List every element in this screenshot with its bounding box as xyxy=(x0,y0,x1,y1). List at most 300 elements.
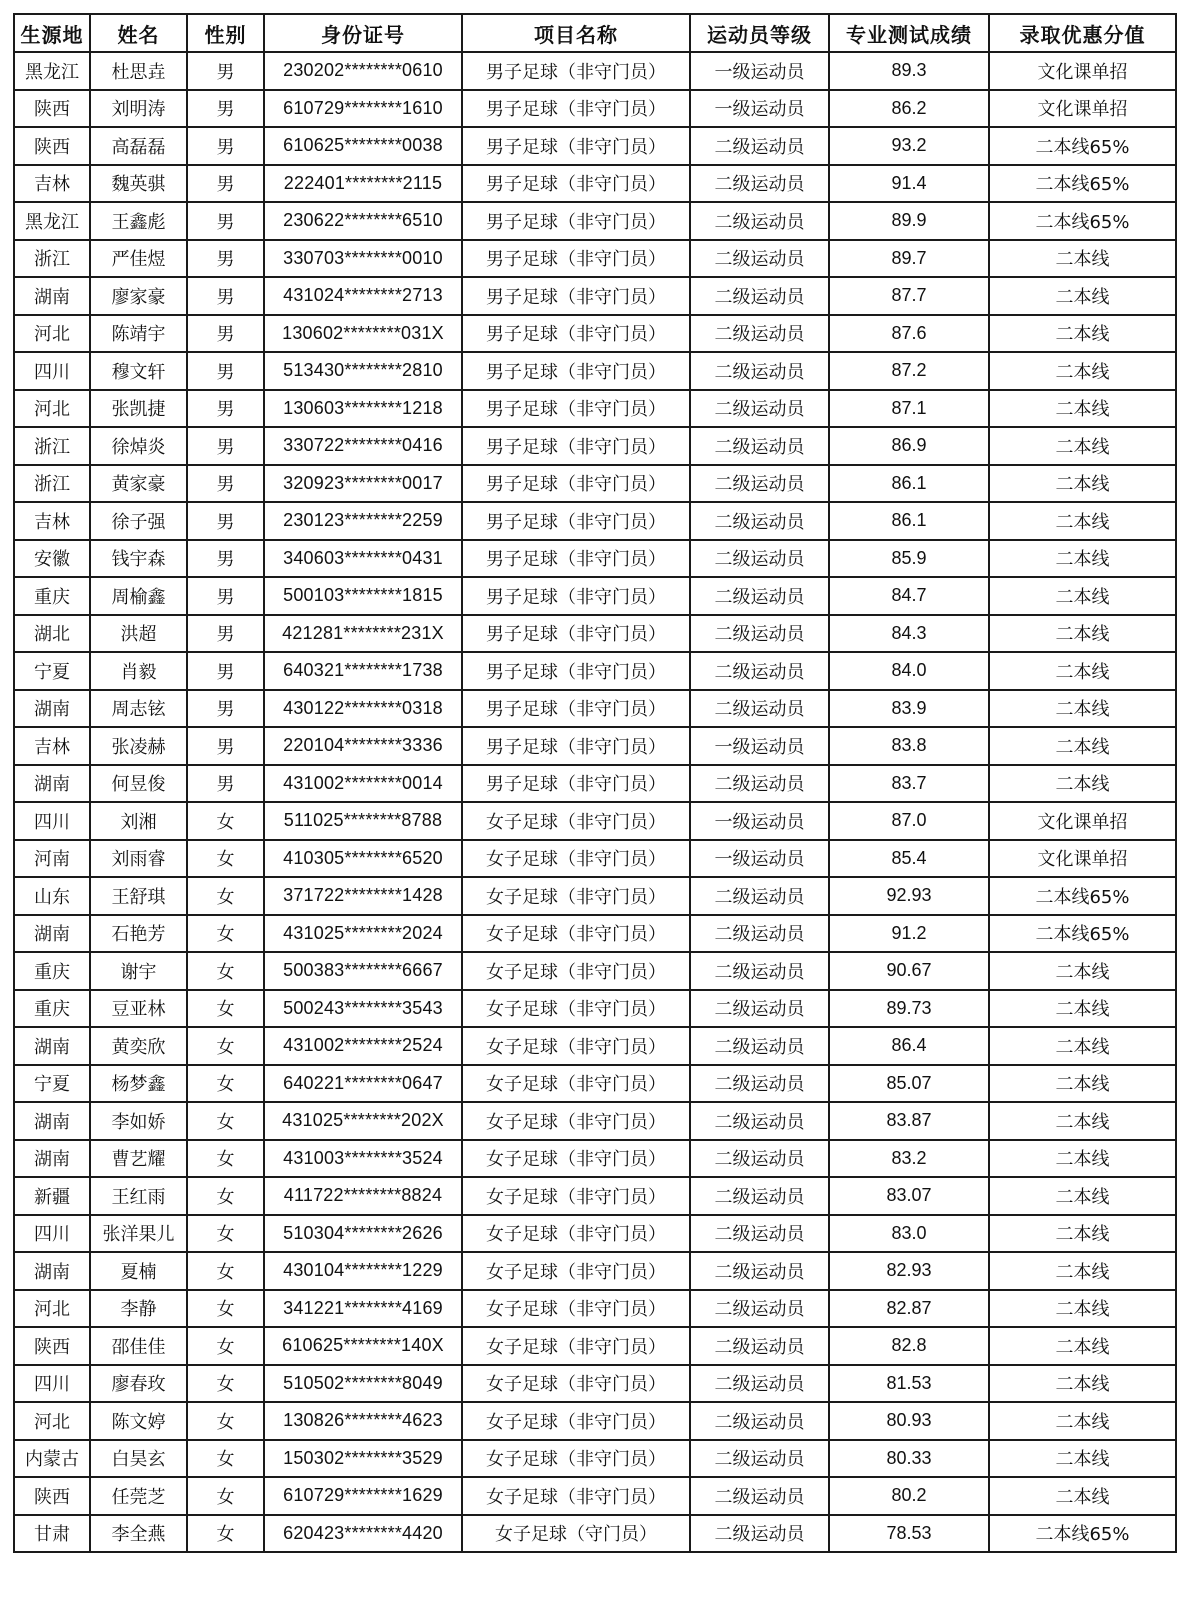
cell-athlete-level: 二级运动员 xyxy=(690,1252,829,1290)
cell-test-score: 87.0 xyxy=(829,802,989,840)
cell-test-score: 85.07 xyxy=(829,1065,989,1103)
cell-event: 女子足球（非守门员） xyxy=(462,877,690,915)
cell-event: 女子足球（非守门员） xyxy=(462,840,690,878)
cell-event: 男子足球（非守门员） xyxy=(462,52,690,90)
table-header xyxy=(14,14,1176,52)
cell-id-number: 513430********2810 xyxy=(264,352,462,390)
cell-event: 女子足球（非守门员） xyxy=(462,1477,690,1515)
cell-id-number: 430122********0318 xyxy=(264,690,462,728)
cell-test-score: 80.2 xyxy=(829,1477,989,1515)
cell-event: 男子足球（非守门员） xyxy=(462,202,690,240)
cell-athlete-level: 二级运动员 xyxy=(690,1477,829,1515)
cell-name: 李如娇 xyxy=(90,1102,187,1140)
cell-test-score: 85.9 xyxy=(829,540,989,578)
cell-origin: 湖南 xyxy=(14,1102,90,1140)
cell-admission-bonus: 二本线65% xyxy=(989,877,1176,915)
cell-name: 黄奕欣 xyxy=(90,1027,187,1065)
cell-name: 周志铉 xyxy=(90,690,187,728)
cell-athlete-level: 二级运动员 xyxy=(690,1065,829,1103)
cell-name: 夏楠 xyxy=(90,1252,187,1290)
cell-gender: 男 xyxy=(187,90,264,128)
cell-name: 白昊玄 xyxy=(90,1440,187,1478)
cell-admission-bonus: 二本线 xyxy=(989,1440,1176,1478)
cell-athlete-level: 二级运动员 xyxy=(690,1365,829,1403)
cell-admission-bonus: 二本线 xyxy=(989,1477,1176,1515)
cell-origin: 四川 xyxy=(14,1215,90,1253)
cell-origin: 安徽 xyxy=(14,540,90,578)
cell-admission-bonus: 二本线 xyxy=(989,390,1176,428)
cell-event: 女子足球（非守门员） xyxy=(462,1102,690,1140)
cell-event: 女子足球（非守门员） xyxy=(462,1327,690,1365)
cell-id-number: 230202********0610 xyxy=(264,52,462,90)
cell-origin: 四川 xyxy=(14,1365,90,1403)
cell-event: 男子足球（非守门员） xyxy=(462,652,690,690)
cell-gender: 女 xyxy=(187,802,264,840)
cell-name: 黄家豪 xyxy=(90,465,187,503)
cell-event: 女子足球（非守门员） xyxy=(462,1027,690,1065)
cell-origin: 四川 xyxy=(14,352,90,390)
cell-athlete-level: 二级运动员 xyxy=(690,127,829,165)
cell-athlete-level: 二级运动员 xyxy=(690,952,829,990)
cell-admission-bonus: 二本线 xyxy=(989,765,1176,803)
cell-admission-bonus: 二本线 xyxy=(989,615,1176,653)
cell-test-score: 87.7 xyxy=(829,277,989,315)
cell-event: 男子足球（非守门员） xyxy=(462,390,690,428)
admission-list-sheet xyxy=(13,13,1175,1553)
table-row xyxy=(14,577,1176,615)
cell-test-score: 89.9 xyxy=(829,202,989,240)
admission-table xyxy=(13,13,1177,1553)
cell-id-number: 431002********2524 xyxy=(264,1027,462,1065)
cell-origin: 浙江 xyxy=(14,465,90,503)
cell-test-score: 82.93 xyxy=(829,1252,989,1290)
table-row xyxy=(14,502,1176,540)
cell-gender: 男 xyxy=(187,352,264,390)
table-row xyxy=(14,240,1176,278)
cell-gender: 女 xyxy=(187,1252,264,1290)
cell-name: 李静 xyxy=(90,1290,187,1328)
cell-name: 洪超 xyxy=(90,615,187,653)
cell-athlete-level: 二级运动员 xyxy=(690,652,829,690)
cell-origin: 陕西 xyxy=(14,1477,90,1515)
cell-event: 女子足球（非守门员） xyxy=(462,1252,690,1290)
cell-gender: 女 xyxy=(187,1327,264,1365)
cell-event: 女子足球（非守门员） xyxy=(462,1215,690,1253)
cell-origin: 黑龙江 xyxy=(14,202,90,240)
cell-admission-bonus: 二本线65% xyxy=(989,127,1176,165)
cell-event: 男子足球（非守门员） xyxy=(462,727,690,765)
cell-athlete-level: 二级运动员 xyxy=(690,1140,829,1178)
cell-event: 女子足球（非守门员） xyxy=(462,952,690,990)
cell-origin: 湖南 xyxy=(14,690,90,728)
cell-origin: 重庆 xyxy=(14,952,90,990)
header-admission-bonus: 录取优惠分值 xyxy=(989,14,1176,52)
cell-gender: 男 xyxy=(187,240,264,278)
cell-athlete-level: 二级运动员 xyxy=(690,577,829,615)
cell-admission-bonus: 二本线 xyxy=(989,690,1176,728)
cell-event: 女子足球（守门员） xyxy=(462,1515,690,1553)
cell-name: 刘湘 xyxy=(90,802,187,840)
cell-test-score: 78.53 xyxy=(829,1515,989,1553)
cell-event: 女子足球（非守门员） xyxy=(462,1365,690,1403)
cell-origin: 山东 xyxy=(14,877,90,915)
cell-test-score: 80.93 xyxy=(829,1402,989,1440)
table-row xyxy=(14,427,1176,465)
cell-name: 邵佳佳 xyxy=(90,1327,187,1365)
cell-gender: 男 xyxy=(187,277,264,315)
cell-test-score: 86.1 xyxy=(829,502,989,540)
cell-origin: 浙江 xyxy=(14,427,90,465)
cell-gender: 男 xyxy=(187,465,264,503)
cell-gender: 女 xyxy=(187,1065,264,1103)
cell-gender: 女 xyxy=(187,840,264,878)
cell-test-score: 86.1 xyxy=(829,465,989,503)
table-row xyxy=(14,1027,1176,1065)
cell-event: 男子足球（非守门员） xyxy=(462,577,690,615)
cell-origin: 吉林 xyxy=(14,165,90,203)
cell-admission-bonus: 二本线 xyxy=(989,1027,1176,1065)
table-row xyxy=(14,652,1176,690)
cell-id-number: 500103********1815 xyxy=(264,577,462,615)
cell-id-number: 150302********3529 xyxy=(264,1440,462,1478)
cell-name: 徐焯炎 xyxy=(90,427,187,465)
cell-athlete-level: 二级运动员 xyxy=(690,540,829,578)
cell-name: 曹艺耀 xyxy=(90,1140,187,1178)
cell-origin: 陕西 xyxy=(14,127,90,165)
cell-origin: 湖南 xyxy=(14,765,90,803)
header-event: 项目名称 xyxy=(462,14,690,52)
cell-athlete-level: 二级运动员 xyxy=(690,1290,829,1328)
cell-gender: 男 xyxy=(187,390,264,428)
header-test-score: 专业测试成绩 xyxy=(829,14,989,52)
table-row xyxy=(14,1440,1176,1478)
cell-athlete-level: 一级运动员 xyxy=(690,802,829,840)
cell-gender: 女 xyxy=(187,1102,264,1140)
cell-gender: 男 xyxy=(187,765,264,803)
cell-gender: 男 xyxy=(187,615,264,653)
cell-athlete-level: 二级运动员 xyxy=(690,427,829,465)
cell-id-number: 431025********2024 xyxy=(264,915,462,953)
table-row xyxy=(14,52,1176,90)
cell-id-number: 330722********0416 xyxy=(264,427,462,465)
cell-athlete-level: 二级运动员 xyxy=(690,1177,829,1215)
cell-gender: 男 xyxy=(187,315,264,353)
cell-athlete-level: 二级运动员 xyxy=(690,1515,829,1553)
cell-origin: 黑龙江 xyxy=(14,52,90,90)
cell-admission-bonus: 二本线 xyxy=(989,1140,1176,1178)
header-gender: 性别 xyxy=(187,14,264,52)
cell-admission-bonus: 二本线 xyxy=(989,540,1176,578)
cell-test-score: 82.87 xyxy=(829,1290,989,1328)
cell-origin: 湖南 xyxy=(14,1252,90,1290)
cell-admission-bonus: 文化课单招 xyxy=(989,90,1176,128)
cell-test-score: 83.07 xyxy=(829,1177,989,1215)
cell-admission-bonus: 二本线 xyxy=(989,1102,1176,1140)
cell-admission-bonus: 二本线 xyxy=(989,1327,1176,1365)
cell-test-score: 90.67 xyxy=(829,952,989,990)
cell-admission-bonus: 二本线65% xyxy=(989,202,1176,240)
cell-athlete-level: 二级运动员 xyxy=(690,1402,829,1440)
cell-name: 穆文轩 xyxy=(90,352,187,390)
cell-gender: 男 xyxy=(187,652,264,690)
cell-id-number: 510304********2626 xyxy=(264,1215,462,1253)
cell-origin: 河北 xyxy=(14,315,90,353)
cell-gender: 男 xyxy=(187,202,264,240)
cell-origin: 重庆 xyxy=(14,577,90,615)
cell-gender: 男 xyxy=(187,52,264,90)
table-row xyxy=(14,990,1176,1028)
cell-id-number: 431002********0014 xyxy=(264,765,462,803)
cell-id-number: 640221********0647 xyxy=(264,1065,462,1103)
table-row xyxy=(14,1477,1176,1515)
cell-gender: 男 xyxy=(187,502,264,540)
cell-athlete-level: 二级运动员 xyxy=(690,1027,829,1065)
cell-event: 男子足球（非守门员） xyxy=(462,427,690,465)
cell-name: 李全燕 xyxy=(90,1515,187,1553)
cell-admission-bonus: 二本线 xyxy=(989,502,1176,540)
cell-admission-bonus: 二本线 xyxy=(989,1215,1176,1253)
cell-origin: 湖南 xyxy=(14,915,90,953)
cell-gender: 女 xyxy=(187,1440,264,1478)
table-row xyxy=(14,1290,1176,1328)
cell-gender: 女 xyxy=(187,1140,264,1178)
cell-name: 王舒琪 xyxy=(90,877,187,915)
cell-test-score: 82.8 xyxy=(829,1327,989,1365)
cell-gender: 女 xyxy=(187,1477,264,1515)
cell-name: 高磊磊 xyxy=(90,127,187,165)
cell-athlete-level: 二级运动员 xyxy=(690,915,829,953)
cell-test-score: 89.3 xyxy=(829,52,989,90)
cell-admission-bonus: 二本线 xyxy=(989,1365,1176,1403)
cell-event: 男子足球（非守门员） xyxy=(462,165,690,203)
table-row xyxy=(14,765,1176,803)
cell-id-number: 610729********1610 xyxy=(264,90,462,128)
table-row xyxy=(14,1365,1176,1403)
cell-admission-bonus: 二本线 xyxy=(989,990,1176,1028)
cell-event: 男子足球（非守门员） xyxy=(462,315,690,353)
cell-id-number: 330703********0010 xyxy=(264,240,462,278)
cell-name: 杨梦鑫 xyxy=(90,1065,187,1103)
cell-name: 徐子强 xyxy=(90,502,187,540)
cell-id-number: 421281********231X xyxy=(264,615,462,653)
cell-athlete-level: 二级运动员 xyxy=(690,202,829,240)
cell-admission-bonus: 二本线65% xyxy=(989,915,1176,953)
table-row xyxy=(14,315,1176,353)
cell-athlete-level: 一级运动员 xyxy=(690,90,829,128)
cell-id-number: 222401********2115 xyxy=(264,165,462,203)
cell-admission-bonus: 二本线 xyxy=(989,277,1176,315)
cell-test-score: 83.2 xyxy=(829,1140,989,1178)
cell-athlete-level: 一级运动员 xyxy=(690,52,829,90)
cell-id-number: 610625********0038 xyxy=(264,127,462,165)
cell-gender: 男 xyxy=(187,690,264,728)
cell-gender: 男 xyxy=(187,427,264,465)
cell-admission-bonus: 二本线 xyxy=(989,1252,1176,1290)
cell-admission-bonus: 二本线 xyxy=(989,652,1176,690)
table-row xyxy=(14,727,1176,765)
cell-test-score: 84.3 xyxy=(829,615,989,653)
cell-origin: 浙江 xyxy=(14,240,90,278)
table-row xyxy=(14,840,1176,878)
cell-event: 女子足球（非守门员） xyxy=(462,915,690,953)
cell-origin: 湖北 xyxy=(14,615,90,653)
cell-name: 何昱俊 xyxy=(90,765,187,803)
table-row xyxy=(14,1402,1176,1440)
table-row xyxy=(14,165,1176,203)
table-row xyxy=(14,465,1176,503)
cell-athlete-level: 二级运动员 xyxy=(690,352,829,390)
header-id-number: 身份证号 xyxy=(264,14,462,52)
cell-origin: 河北 xyxy=(14,1402,90,1440)
cell-admission-bonus: 二本线 xyxy=(989,1402,1176,1440)
cell-name: 廖家豪 xyxy=(90,277,187,315)
cell-admission-bonus: 二本线 xyxy=(989,315,1176,353)
cell-test-score: 83.8 xyxy=(829,727,989,765)
cell-gender: 男 xyxy=(187,540,264,578)
cell-athlete-level: 二级运动员 xyxy=(690,1215,829,1253)
table-row xyxy=(14,390,1176,428)
cell-test-score: 87.6 xyxy=(829,315,989,353)
table-row xyxy=(14,1177,1176,1215)
cell-name: 刘雨睿 xyxy=(90,840,187,878)
cell-name: 肖毅 xyxy=(90,652,187,690)
cell-athlete-level: 二级运动员 xyxy=(690,240,829,278)
cell-event: 男子足球（非守门员） xyxy=(462,277,690,315)
cell-id-number: 500383********6667 xyxy=(264,952,462,990)
table-row xyxy=(14,1215,1176,1253)
cell-admission-bonus: 二本线 xyxy=(989,1290,1176,1328)
cell-origin: 内蒙古 xyxy=(14,1440,90,1478)
table-row xyxy=(14,1102,1176,1140)
cell-gender: 女 xyxy=(187,877,264,915)
cell-test-score: 92.93 xyxy=(829,877,989,915)
cell-admission-bonus: 二本线 xyxy=(989,1065,1176,1103)
table-row xyxy=(14,1065,1176,1103)
cell-origin: 新疆 xyxy=(14,1177,90,1215)
cell-id-number: 130602********031X xyxy=(264,315,462,353)
cell-athlete-level: 一级运动员 xyxy=(690,727,829,765)
cell-test-score: 86.9 xyxy=(829,427,989,465)
cell-event: 男子足球（非守门员） xyxy=(462,465,690,503)
cell-athlete-level: 二级运动员 xyxy=(690,615,829,653)
cell-test-score: 89.7 xyxy=(829,240,989,278)
cell-test-score: 84.7 xyxy=(829,577,989,615)
cell-admission-bonus: 二本线 xyxy=(989,952,1176,990)
cell-name: 王鑫彪 xyxy=(90,202,187,240)
cell-origin: 河北 xyxy=(14,1290,90,1328)
cell-gender: 女 xyxy=(187,1515,264,1553)
cell-name: 魏英骐 xyxy=(90,165,187,203)
cell-name: 张洋果儿 xyxy=(90,1215,187,1253)
cell-event: 女子足球（非守门员） xyxy=(462,1177,690,1215)
cell-name: 杜思垚 xyxy=(90,52,187,90)
cell-name: 陈靖宇 xyxy=(90,315,187,353)
table-row xyxy=(14,1252,1176,1290)
cell-id-number: 500243********3543 xyxy=(264,990,462,1028)
cell-id-number: 510502********8049 xyxy=(264,1365,462,1403)
cell-test-score: 83.9 xyxy=(829,690,989,728)
cell-test-score: 86.4 xyxy=(829,1027,989,1065)
cell-origin: 吉林 xyxy=(14,727,90,765)
cell-test-score: 87.1 xyxy=(829,390,989,428)
cell-athlete-level: 二级运动员 xyxy=(690,315,829,353)
cell-origin: 河南 xyxy=(14,840,90,878)
cell-test-score: 83.87 xyxy=(829,1102,989,1140)
cell-test-score: 81.53 xyxy=(829,1365,989,1403)
cell-admission-bonus: 二本线 xyxy=(989,352,1176,390)
cell-athlete-level: 二级运动员 xyxy=(690,990,829,1028)
cell-origin: 陕西 xyxy=(14,1327,90,1365)
cell-event: 男子足球（非守门员） xyxy=(462,127,690,165)
cell-athlete-level: 二级运动员 xyxy=(690,465,829,503)
cell-name: 廖春玫 xyxy=(90,1365,187,1403)
cell-gender: 女 xyxy=(187,990,264,1028)
cell-id-number: 340603********0431 xyxy=(264,540,462,578)
table-row xyxy=(14,1140,1176,1178)
cell-admission-bonus: 二本线65% xyxy=(989,1515,1176,1553)
cell-id-number: 341221********4169 xyxy=(264,1290,462,1328)
cell-gender: 女 xyxy=(187,915,264,953)
table-row xyxy=(14,1515,1176,1553)
cell-event: 男子足球（非守门员） xyxy=(462,540,690,578)
cell-admission-bonus: 二本线65% xyxy=(989,165,1176,203)
cell-admission-bonus: 二本线 xyxy=(989,727,1176,765)
cell-gender: 女 xyxy=(187,1215,264,1253)
header-row xyxy=(14,14,1176,52)
cell-origin: 宁夏 xyxy=(14,1065,90,1103)
table-row xyxy=(14,277,1176,315)
cell-gender: 男 xyxy=(187,577,264,615)
cell-admission-bonus: 二本线 xyxy=(989,240,1176,278)
cell-id-number: 511025********8788 xyxy=(264,802,462,840)
table-row xyxy=(14,202,1176,240)
cell-admission-bonus: 二本线 xyxy=(989,1177,1176,1215)
cell-event: 女子足球（非守门员） xyxy=(462,1440,690,1478)
table-row xyxy=(14,352,1176,390)
cell-gender: 男 xyxy=(187,727,264,765)
cell-athlete-level: 二级运动员 xyxy=(690,877,829,915)
cell-gender: 男 xyxy=(187,165,264,203)
header-origin: 生源地 xyxy=(14,14,90,52)
table-row xyxy=(14,90,1176,128)
cell-athlete-level: 一级运动员 xyxy=(690,840,829,878)
cell-name: 谢宇 xyxy=(90,952,187,990)
cell-id-number: 430104********1229 xyxy=(264,1252,462,1290)
cell-admission-bonus: 二本线 xyxy=(989,427,1176,465)
cell-id-number: 371722********1428 xyxy=(264,877,462,915)
cell-event: 女子足球（非守门员） xyxy=(462,802,690,840)
cell-event: 女子足球（非守门员） xyxy=(462,1140,690,1178)
cell-test-score: 83.7 xyxy=(829,765,989,803)
cell-event: 男子足球（非守门员） xyxy=(462,690,690,728)
cell-admission-bonus: 二本线 xyxy=(989,465,1176,503)
cell-id-number: 320923********0017 xyxy=(264,465,462,503)
cell-id-number: 230123********2259 xyxy=(264,502,462,540)
table-row xyxy=(14,877,1176,915)
cell-athlete-level: 二级运动员 xyxy=(690,390,829,428)
table-row xyxy=(14,1327,1176,1365)
table-row xyxy=(14,690,1176,728)
cell-id-number: 411722********8824 xyxy=(264,1177,462,1215)
cell-admission-bonus: 文化课单招 xyxy=(989,840,1176,878)
cell-athlete-level: 二级运动员 xyxy=(690,765,829,803)
cell-origin: 四川 xyxy=(14,802,90,840)
table-row xyxy=(14,952,1176,990)
table-row xyxy=(14,540,1176,578)
cell-id-number: 431025********202X xyxy=(264,1102,462,1140)
cell-event: 男子足球（非守门员） xyxy=(462,90,690,128)
cell-athlete-level: 二级运动员 xyxy=(690,1327,829,1365)
